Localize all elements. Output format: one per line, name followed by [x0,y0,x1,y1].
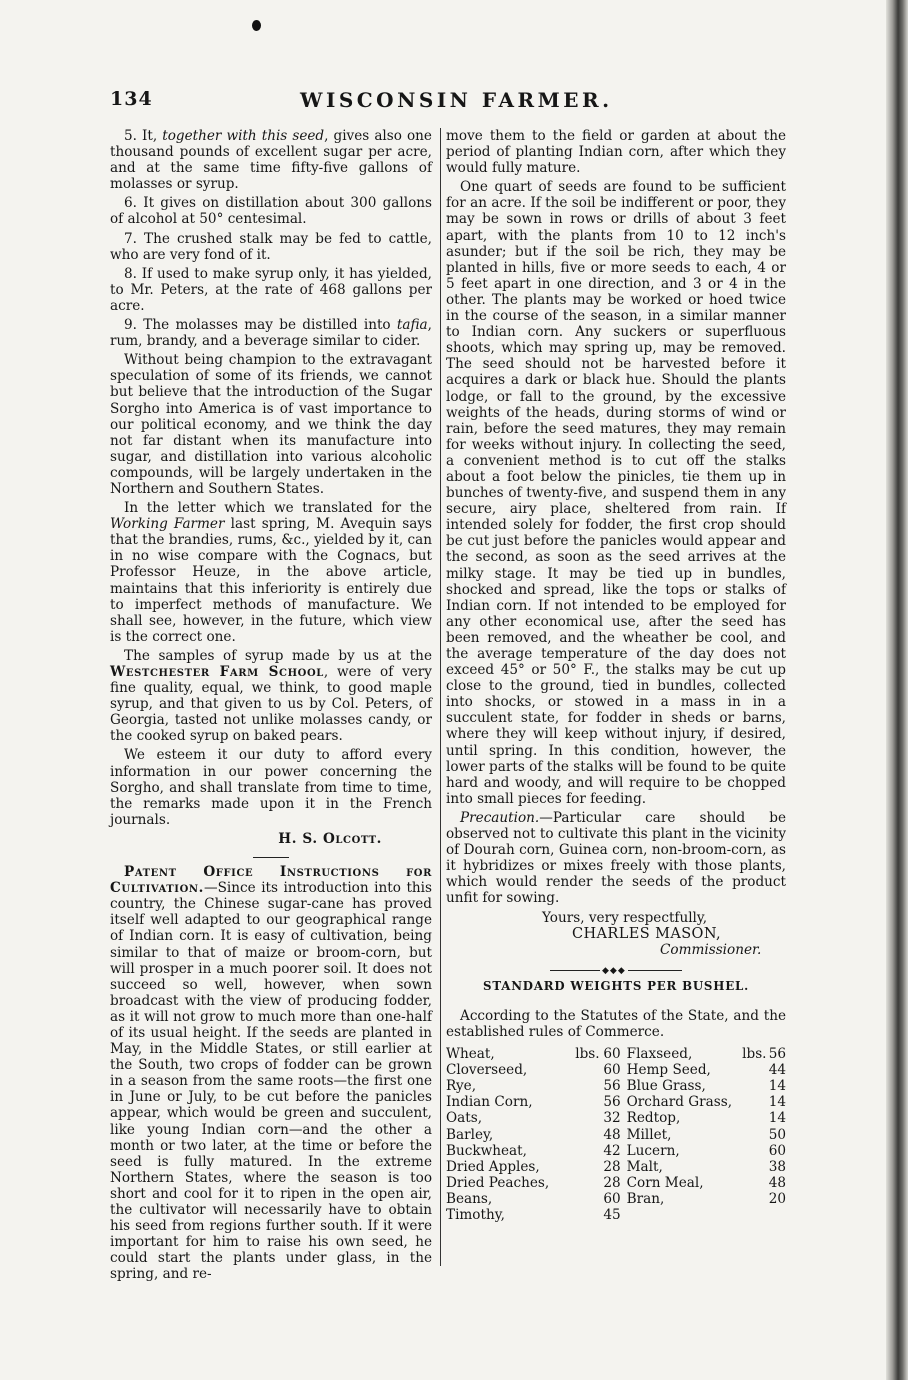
table-cell-au [561,1143,600,1159]
closing-title: Commissioner. [660,941,762,958]
item-number: 6. [124,195,137,212]
paragraph-esteem: We esteem it our duty to afford every information in our power concerning the Sorgho, and shall translate from time to time, the remarks made upon it in the French journals. [110,747,432,828]
table-row [446,1062,786,1078]
item-text: If used to make syrup only, it has yielded, to Mr. Peters, at the rate of 468 gallons per acre. [110,265,432,314]
item-text-before: The molasses may be distilled into [136,317,397,334]
table-cell-b: Corn Meal, [626,1174,704,1191]
paragraph-champion: Without being champion to the extravagant speculation of some of its friends, we cannot but believe that the introduction of the Sugar Sorgho into America is of vast importance to our political economy, and we think the day not far distant when its manufacture into sugar, and distillation into various alcoholic compounds, will be largely undertaken in the Northern and Southern States. [110,352,432,497]
table-row [446,1110,786,1126]
item-number: 5. [124,128,137,144]
table-cell-au [561,1207,600,1223]
table-cell-bv: 56 [768,1046,786,1063]
item-text-after: , gives also one thousand pounds of excellent sugar per acre, and at the same time fifty-five gallons of molasses or syrup. [110,128,432,193]
letter-text-a: In the letter which we translated for the [124,500,432,517]
table-cell-a: Wheat, [446,1046,495,1063]
letter-text-b: last spring, M. Avequin says that the brandies, rums, &c., yielded by it, can in no wise compare with the Cognacs, but Professor Heuze, in the above article, maintains that this inferiority is entirely due to imperfect methods of manufacture. We shall see, however, in the future, which view is the correct one. [110,516,433,645]
page-edge-shadow [886,0,908,1380]
table-cell-b [627,1207,743,1223]
numbered-item [110,128,432,192]
table-cell-b: Bran, [626,1190,665,1207]
table-row [446,1143,786,1159]
item-text: The crushed stalk may be fed to cattle, who are very fond of it. [110,230,432,263]
paragraph-patent-office [110,864,432,1282]
table-cell-a: Buckwheat, [446,1142,527,1159]
table-cell-av: 28 [603,1158,621,1175]
table-cell-bu [742,1159,766,1175]
closing-name: CHARLES MASON, [572,925,721,942]
table-cell-b: Lucern, [626,1142,680,1159]
table-cell-bu [742,1207,766,1223]
table-row [446,1207,786,1223]
table-cell-au [561,1062,600,1078]
table-title: STANDARD WEIGHTS PER BUSHEL. [483,978,749,993]
table-cell-a: Dried Peaches, [446,1174,550,1191]
table-intro: According to the Statutes of the State, and the established rules of Commerce. [446,1007,786,1040]
table-cell-av: 60 [603,1062,621,1079]
section-separator [253,857,289,858]
table-cell-a: Indian Corn, [446,1094,533,1111]
table-cell-av: 56 [603,1094,621,1111]
patent-office-heading: Patent Office Instructions for Cultivation. [110,864,432,897]
table-cell-bv: 44 [768,1062,786,1079]
table-cell-av: 28 [603,1174,621,1191]
numbered-item [110,231,432,263]
numbered-item [110,317,432,349]
page-header [110,88,786,118]
table-cell-b: Hemp Seed, [626,1062,711,1079]
item-text-after: , rum, brandy, and a beverage similar to cider. [110,317,432,350]
table-cell-bv: 20 [768,1190,786,1207]
item-number: 7. [124,230,137,247]
paragraph-seeds: One quart of seeds are found to be sufficient for an acre. If the soil be indifferent or poor, they may be sown in rows or drills of about 3 feet apart, with the plants from 10 to 12 inch's asunder; but if the soil be rich, they may be planted in hills, five or more seeds to each, 4 or 5 feet apart in one direction, and 3 or 4 in the other. The plants may be worked or hoed twice in the course of the season, in a similar manner to Indian corn. Any suckers or superfluous shoots, which may spring up, may be removed. The seed should not be harvested before it acquires a dark or black hue. Should the plants lodge, or fall to the ground, by the excessive weights of the heads, during storms of wind or rain, before the seed matures, they may remain for weeks without injury. In collecting the seed, a convenient method is to cut off the stalks about a foot below the pinicles, tie them up in bunches of twenty-five, and suspend them in any secure, airy place, sheltered from rain. If intended solely for fodder, the first crop should be cut just before the panicles would appear and the second, as soon as the seed arrives at the milky stage. It may be tied up in bundles, shocked and spread, like the tops or stalks of Indian corn. If not intended to be employed for any other economical use, after the seed has been removed, and the wheather be cool, and the average temperature of the day does not exceed 45° or 50° F., the stalks may be cut up close to the ground, tied in bundles, collected into shocks, or stowed in a mass in in a succulent state, for fodder in sheds or barns, where they will keep without injury, if desired, until spring. In this condition, however, the lower parts of the stalks will be found to be quite hard and woody, and will require to be chopped into small pieces for feeding. [446,179,786,807]
top-ink-dot [252,20,261,31]
table-cell-bu [742,1191,766,1207]
ornament-diamonds: ◆◆◆ [600,963,628,979]
table-cell-av: 45 [603,1207,621,1223]
left-column [110,128,432,1285]
item-text-before: It, [136,128,163,144]
table-cell-au [561,1094,600,1110]
table-cell-au [561,1191,600,1207]
paragraph-samples [110,648,432,745]
table-cell-av: 60 [603,1046,621,1063]
samples-text-b: , were of very fine quality, equal, we think, to good maple syrup, and that given to us by Col. Peters, of Georgia, tasted not unlike molasses candy, or the cooked syrup on baked pears. [110,664,432,745]
page-number: 134 [110,88,153,110]
table-cell-bu [742,1127,766,1143]
table-cell-au [561,1159,600,1175]
table-cell-bv: 50 [768,1126,786,1143]
table-cell-av: 32 [603,1110,621,1127]
table-cell-a: Cloverseed, [446,1062,528,1079]
table-row [446,1078,786,1094]
table-cell-bu [742,1078,766,1094]
numbered-list [110,128,432,349]
item-number: 8. [124,265,137,282]
column-divider [440,128,441,1266]
table-cell-bu [742,1062,766,1078]
closing-salutation: Yours, very respectfully, [542,909,708,926]
paragraph-continuation: move them to the field or garden at about the period of planting Indian corn, after which they would fully mature. [446,128,786,177]
ornament-rule [446,964,786,976]
working-farmer-title: Working Farmer [110,516,225,533]
table-cell-av: 48 [603,1126,621,1143]
table-cell-a: Barley, [446,1126,494,1143]
table-row [446,1175,786,1191]
item-text: It gives on distillation about 300 gallons of alcohol at 50° centesimal. [110,195,432,228]
table-cell-bu [742,1094,766,1110]
table-row [446,1094,786,1110]
table-cell-b: Malt, [626,1158,663,1175]
table-cell-bv: 38 [768,1158,786,1175]
item-number: 9. [124,317,137,334]
table-cell-b: Millet, [626,1126,672,1143]
table-cell-bv: 14 [768,1078,786,1095]
table-cell-b: Orchard Grass, [626,1094,733,1111]
table-cell-b: Blue Grass, [626,1078,706,1095]
precaution-label: Precaution. [460,809,540,826]
running-title: WISCONSIN FARMER. [300,88,613,112]
table-cell-a: Timothy, [446,1207,505,1223]
table-cell-a: Dried Apples, [446,1158,540,1175]
precaution-text: —Particular care should be observed not to cultivate this plant in the vicinity of Dourah corn, Guinea corn, non-broom-corn, as it hybridizes or mixes freely with those plants, which would render the seeds of the product unfit for sowing. [446,809,786,907]
table-cell-a: Rye, [446,1078,477,1095]
table-cell-bu [742,1175,766,1191]
table-cell-bv [767,1207,787,1223]
table-cell-bv: 60 [768,1142,786,1159]
table-cell-au [561,1078,600,1094]
weights-table [446,1046,786,1223]
table-cell-bv: 14 [768,1110,786,1127]
samples-text-a: The samples of syrup made by us at the [124,647,432,664]
right-column [446,128,786,1223]
table-cell-au [561,1175,600,1191]
table-cell-b: Flaxseed, [626,1046,693,1063]
table-cell-b: Redtop, [626,1110,681,1127]
table-cell-bv: 48 [768,1174,786,1191]
patent-office-text: —Since its introduction into this country, the Chinese sugar-cane has proved itself well adapted to our geographical range of Indian corn. It is easy of cultivation, being similar to that of maize or broom-corn, but will prosper in a much poorer soil. It does not succeed so well, however, when sown broadcast with the view of producing fodder, as it will not grow to much more than one-half of its usual height. If the seeds are planted in May, in the Middle States, or still earlier at the South, two crops of fodder can be grown in a season from the same roots—the first one in June or July, to be cut before the panicles appear, which would be green and succulent, like young Indian corn—and the other a month or two later, at the time or before the seed is fully matured. In the extreme Northern States, where the season is too short and cool for it to ripen in the open air, the cultivator will necessarily have to obtain his seed from regions further south. If it were important for him to raise his own seed, he could start the plants under glass, in the spring, and re- [110,880,432,1283]
item-emphasis: tafia [396,317,428,334]
table-row [446,1191,786,1207]
table-cell-bu [742,1110,766,1126]
paragraph-precaution [446,810,786,907]
signature-olcott: H. S. Olcott. [278,830,382,847]
numbered-item [110,266,432,314]
paragraph-letter [110,500,432,645]
table-row [446,1159,786,1175]
item-emphasis: together with this seed [162,128,325,144]
table-cell-av: 56 [603,1078,621,1095]
table-cell-a: Beans, [446,1190,493,1207]
table-cell-av: 42 [603,1142,621,1159]
table-cell-bu: lbs. [742,1046,767,1063]
table-row [446,1127,786,1143]
table-cell-au [561,1110,600,1126]
table-cell-bv: 14 [768,1094,786,1111]
table-row [446,1046,786,1062]
westchester-farm-school: Westchester Farm School [110,664,324,680]
table-cell-bu [742,1143,766,1159]
numbered-item [110,195,432,227]
table-cell-a: Oats, [446,1110,483,1127]
table-cell-av: 60 [603,1190,621,1207]
table-cell-au: lbs. [575,1046,600,1063]
table-cell-au [561,1127,600,1143]
